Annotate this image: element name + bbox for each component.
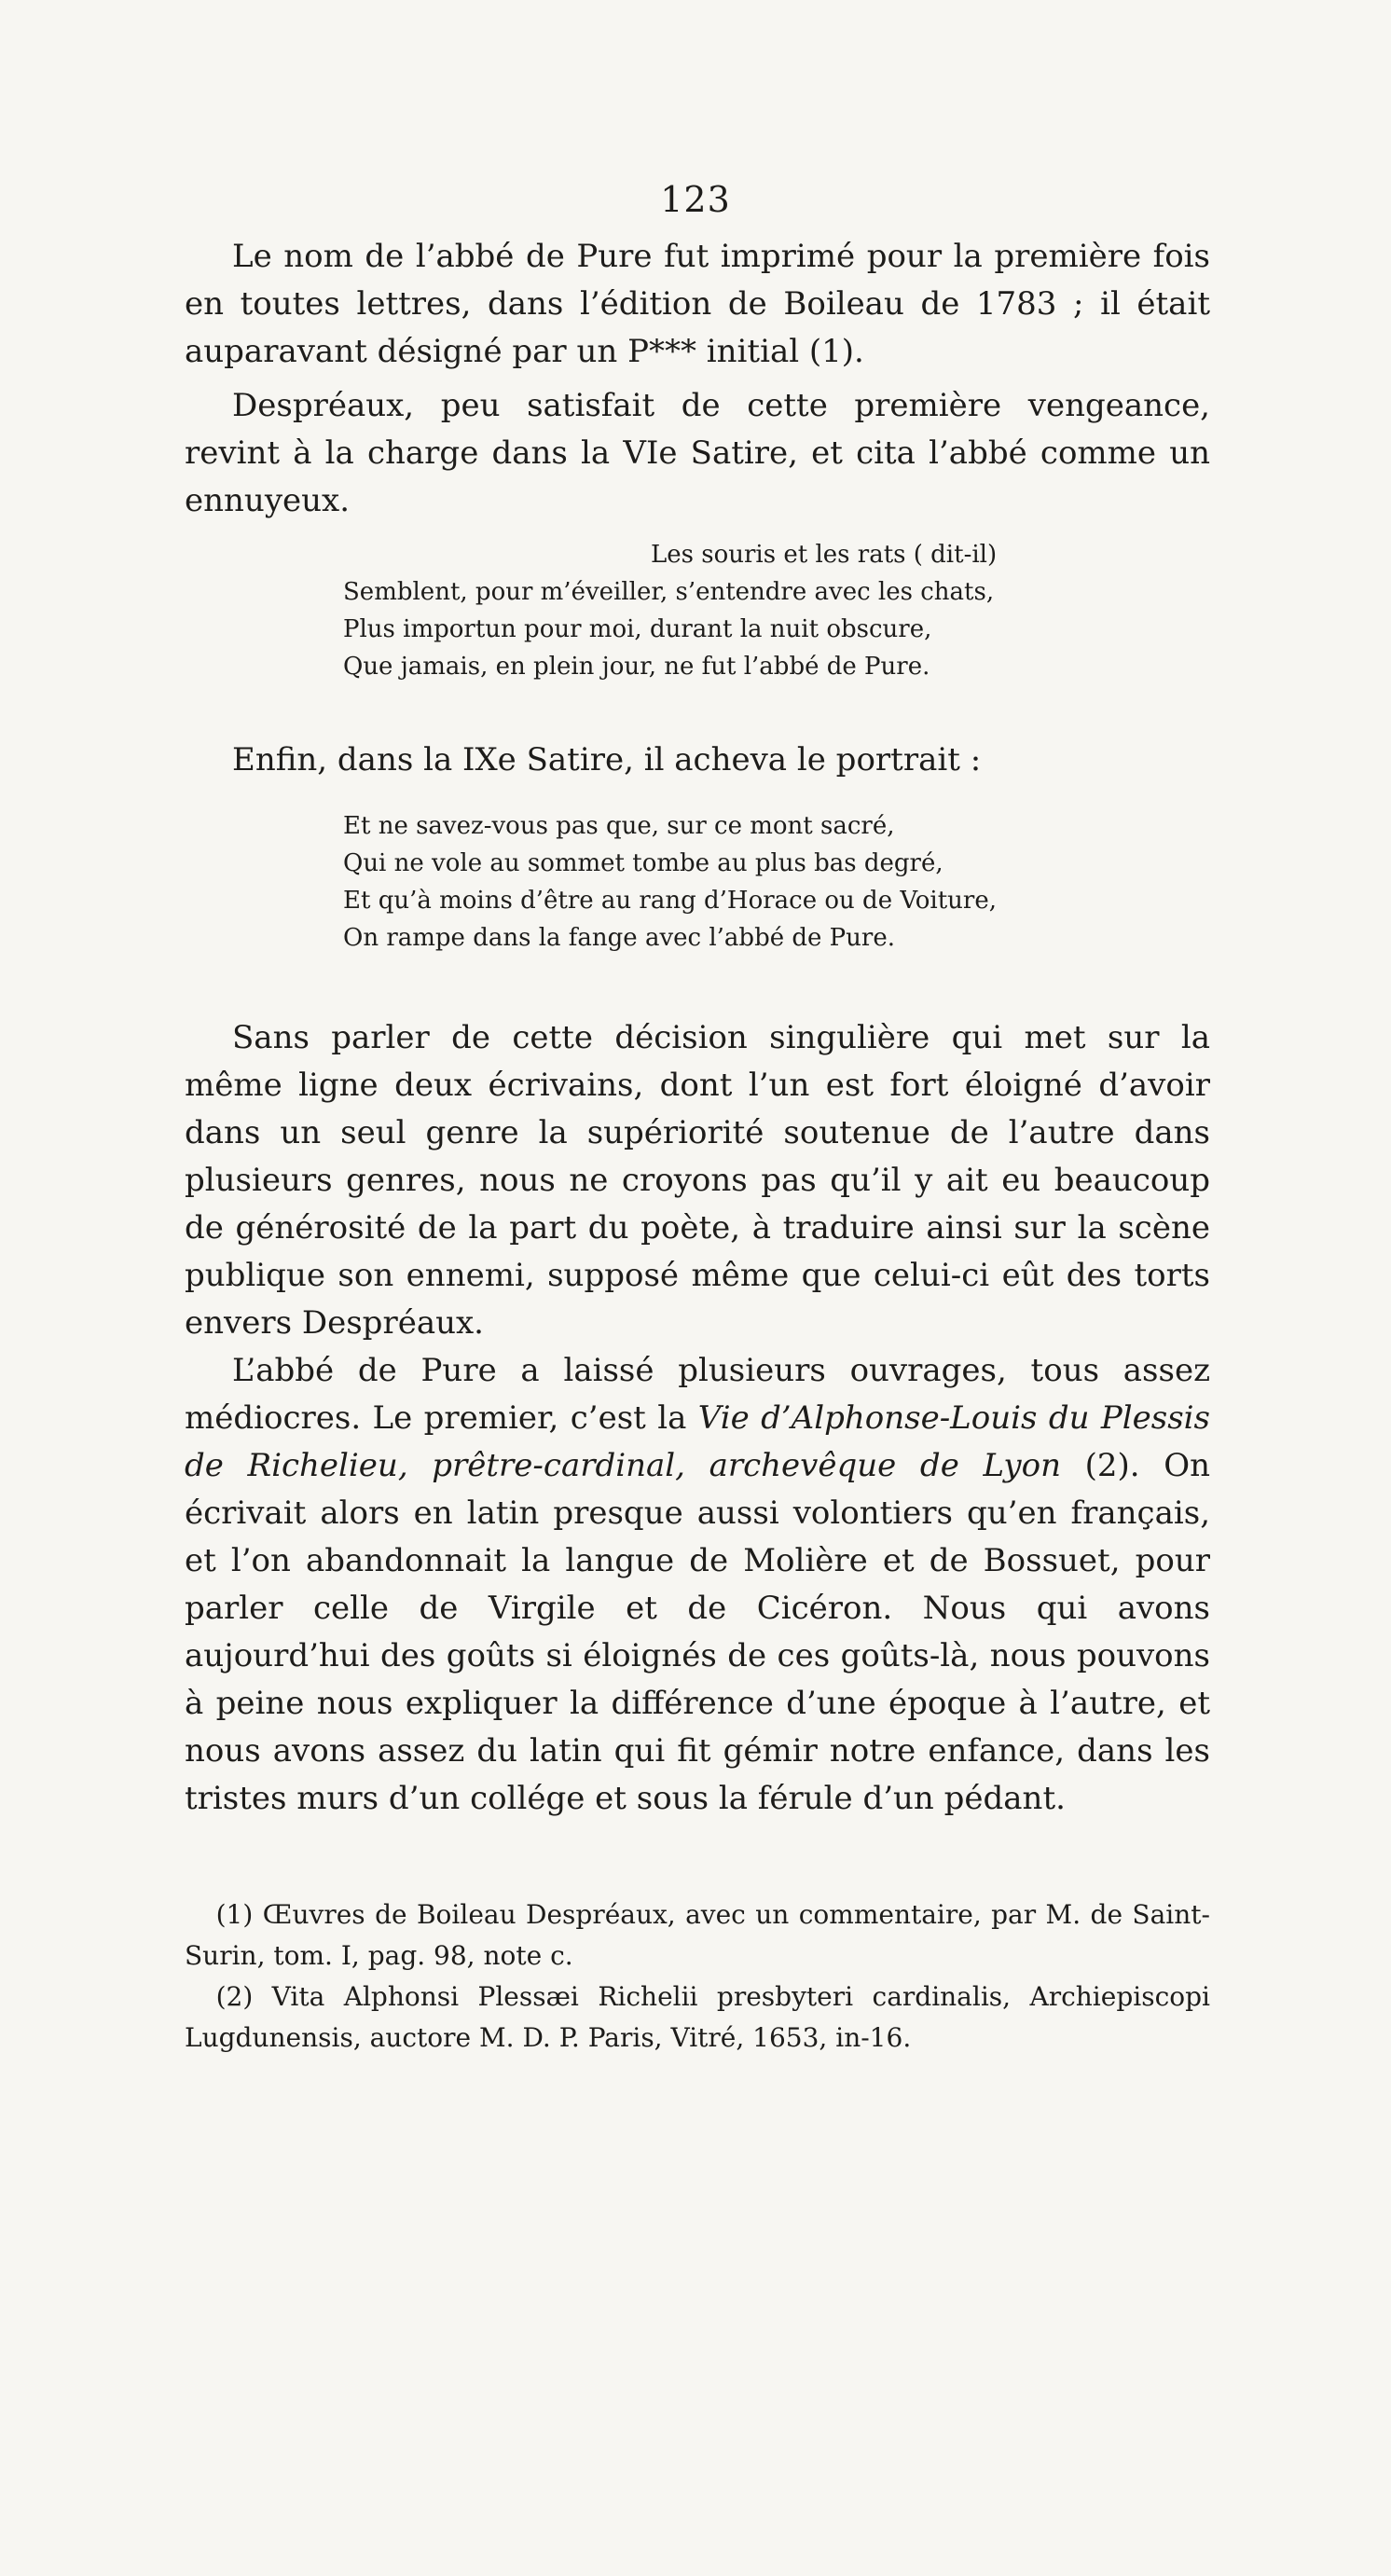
verse-line: Que jamais, en plein jour, ne fut l’abbé de Pure. [343, 653, 930, 681]
paragraph-text: Despréaux, peu satisfait de cette première vengeance, revint à la charge dans la VIe Satire, et cita l’abbé comme un ennuyeux. [185, 387, 1210, 519]
paragraph-text-part: L’abbé de Pure a laissé plusieurs ouvrages, tous assez médiocres. Le premier, c’est la [185, 1352, 1210, 1437]
paragraph-4 [185, 1014, 1210, 1347]
paragraph-1 [185, 233, 1210, 376]
verse-quote-1 [343, 536, 1164, 685]
verse-line: Plus importun pour moi, durant la nuit obscure, [343, 615, 932, 643]
footnote-2: (2) Vita Alphonsi Plessæi Richelii presbyteri cardinalis, Archiepiscopi Lugdunensis, auctore M. D. P. Paris, Vitré, 1653, in-16. [185, 1981, 1210, 2053]
verse-line: Et qu’à moins d’être au rang d’Horace ou de Voiture, [343, 887, 997, 915]
verse-line: Qui ne vole au sommet tombe au plus bas degré, [343, 849, 943, 877]
paragraph-text [185, 1347, 1210, 1823]
paragraph-text: Le nom de l’abbé de Pure fut imprimé pour la première fois en toutes lettres, dans l’édition de Boileau de 1783 ; il était auparavant désigné par un P*** initial (1). [185, 238, 1210, 370]
verse-line: Et ne savez-vous pas que, sur ce mont sacré, [343, 812, 895, 840]
footnote-1: (1) Œuvres de Boileau Despréaux, avec un commentaire, par M. de Saint-Surin, tom. I, pag. 98, note c. [185, 1899, 1210, 1971]
footnotes [185, 1894, 1210, 2059]
paragraph-5 [185, 1347, 1210, 1823]
book-title-italic: Vie d’Alphonse-Louis du Plessis de Richelieu, prêtre-cardinal, archevêque de Lyon [185, 1399, 1210, 1484]
verse-line: Les souris et les rats ( dit-il) [651, 541, 998, 569]
page-number: 123 [660, 179, 731, 220]
verse-quote-2 [343, 807, 1164, 957]
paragraph-3 [185, 737, 1210, 784]
paragraph-text: Sans parler de cette décision singulière qui met sur la même ligne deux écrivains, dont l’un est fort éloigné d’avoir dans un seul genre la supériorité soutenue de l’autre dans plusieurs genres, nous ne croyons pas qu’il y ait eu beaucoup de générosité de la part du poète, à traduire ainsi sur la scène publique son ennemi, supposé même que celui-ci eût des torts envers Despréaux. [185, 1019, 1210, 1342]
verse-line: Semblent, pour m’éveiller, s’entendre avec les chats, [343, 578, 995, 606]
paragraph-text-part: (2). On écrivait alors en latin presque aussi volontiers qu’en français, et l’on abandonnait la langue de Molière et de Bossuet, pour parler celle de Virgile et de Cicéron. Nous qui avons aujourd’hui des goûts si éloignés de ces goûts-là, nous pouvons à peine nous expliquer la différence d’une époque à l’autre, et nous avons assez du latin qui fit gémir notre enfance, dans les tristes murs d’un collége et sous la férule d’un pédant. [185, 1447, 1210, 1817]
paragraph-2 [185, 382, 1210, 525]
paragraph-text: Enfin, dans la IXe Satire, il acheva le portrait : [232, 741, 982, 778]
verse-line: On rampe dans la fange avec l’abbé de Pure. [343, 924, 895, 952]
